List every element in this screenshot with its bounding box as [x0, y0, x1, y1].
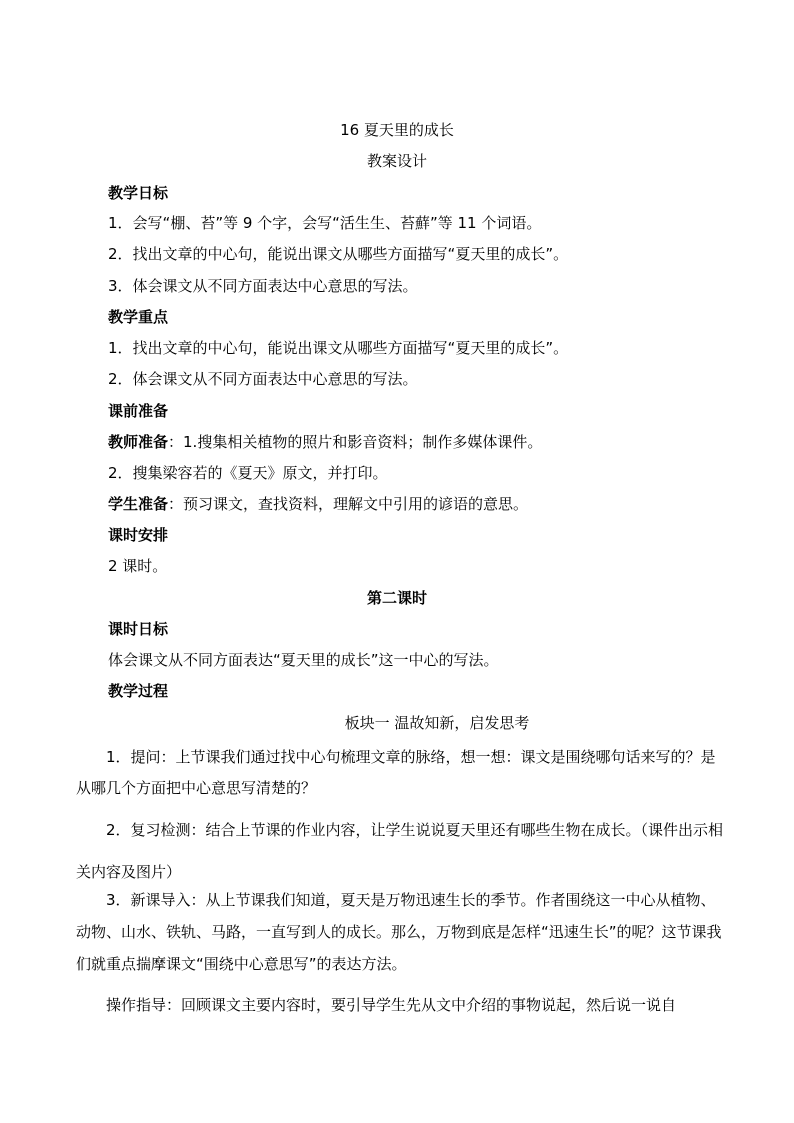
paragraph-3-text: 3．新课导入：从上节课我们知道，夏天是万物迅速生长的季节。作者围绕这一中心从植物、动物、山水、铁轨、马路，一直写到人的成长。那么，万物到底是怎样“迅速生长”的呢？这节课我们就重点揣摩课文“围绕中心意思写”的表达方法。	[76, 891, 722, 973]
block-heading: 板块一 温故知新，启发思考	[344, 714, 530, 732]
schedule-heading: 课时安排	[108, 526, 169, 544]
document-title: 16 夏天里的成长	[340, 121, 454, 139]
paragraph-4	[76, 989, 726, 1021]
teacher-prep	[108, 432, 542, 452]
key-item: 2．体会课文从不同方面表达中心意思的写法。	[108, 370, 418, 388]
paragraph-1-text: 1．提问：上节课我们通过找中心句梳理文章的脉络，想一想：课文是围绕哪句话来写的？是从哪几个方面把中心意思写清楚的？	[76, 748, 716, 797]
goals-heading: 教学日标	[108, 184, 169, 202]
teacher-prep-2: 2．搜集梁容若的《夏天》原文，并打印。	[108, 464, 388, 482]
lesson-goal-text: 体会课文从不同方面表达“夏天里的成长”这一中心的写法。	[108, 651, 499, 669]
paragraph-4-text: 操作指导：回顾课文主要内容时，要引导学生先从文中介绍的事物说起，然后说一说自	[106, 996, 677, 1014]
document-subtitle: 教案设计	[366, 152, 427, 170]
prep-heading: 课前准备	[108, 402, 169, 420]
student-prep-text: ：预习课文，查找资料，理解文中引用的谚语的意思。	[168, 495, 529, 513]
paragraph-3	[76, 884, 726, 980]
paragraph-2	[76, 809, 726, 893]
process-heading: 教学过程	[108, 682, 169, 700]
teacher-prep-label: 教师准备	[108, 433, 169, 451]
student-prep-label: 学生准备	[108, 495, 169, 513]
paragraph-1	[76, 742, 726, 804]
student-prep	[108, 494, 528, 514]
teacher-prep-text: ：1.搜集相关植物的照片和影音资料；制作多媒体课件。	[168, 433, 543, 451]
goal-item: 2．找出文章的中心句，能说出课文从哪些方面描写“夏天里的成长”。	[108, 245, 569, 263]
paragraph-2-text: 2．复习检测：结合上节课的作业内容，让学生说说夏天里还有哪些生物在成长。（课件出示相关内容及图片）	[76, 821, 724, 881]
lesson-heading: 第二课时	[366, 589, 427, 607]
schedule-text: 2 课时。	[108, 557, 168, 575]
lesson-goal-heading: 课时日标	[108, 620, 169, 638]
key-item: 1．找出文章的中心句，能说出课文从哪些方面描写“夏天里的成长”。	[108, 339, 569, 357]
goal-item: 1．会写“棚、苔”等 9 个字，会写“活生生、苔蘚”等 11 个词语。	[108, 214, 542, 232]
key-heading: 教学重点	[108, 308, 169, 326]
goal-item: 3．体会课文从不同方面表达中心意思的写法。	[108, 277, 418, 295]
